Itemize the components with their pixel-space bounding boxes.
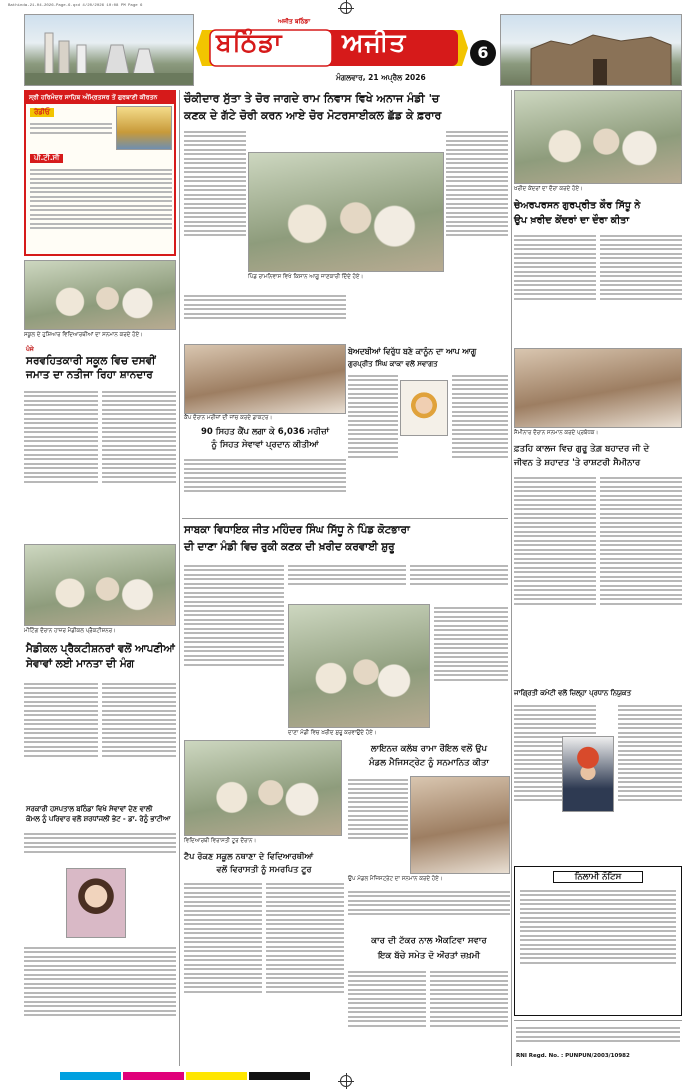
health-camp-photo <box>184 344 346 414</box>
college-headline <box>514 442 684 470</box>
tour-students-photo <box>184 740 342 836</box>
fort-icon <box>501 15 682 86</box>
wheat-text-col4 <box>434 604 508 728</box>
drugs-headline-line1: ਬੇਅਦਬੀਆਂ ਵਿਰੁੱਧ ਬਣੇ ਕਾਨੂੰਨ ਦਾ ਆਪ ਆਗੂ <box>348 347 477 356</box>
colour-swatch <box>186 1072 247 1080</box>
colour-swatch <box>249 1072 310 1080</box>
lead-text-bottom <box>184 292 346 338</box>
school-headline <box>26 354 178 382</box>
masthead-name-part1: ਬਠਿੰਡਾ <box>216 28 283 57</box>
appointee-portrait-photo <box>562 736 614 812</box>
masthead-tagline: ਅਜੀਤ ਬਠਿੰਡਾ <box>278 18 311 25</box>
medical-headline-line2: ਸੇਵਾਵਾਂ ਲਈ ਮਾਨਤਾ ਦੀ ਮੰਗ <box>26 658 135 670</box>
drugs-subhead: ਗੁਰਪ੍ਰੀਤ ਸਿੰਘ ਕਾਕਾ ਵਲੋਂ ਸਵਾਗਤ <box>348 360 438 368</box>
wheat-text-col1 <box>184 562 284 728</box>
wheat-headline-line1: ਸਾਬਕਾ ਵਿਧਾਇਕ ਜੀਤ ਮਹਿੰਦਰ ਸਿੰਘ ਸਿੱਧੂ ਨੇ ਪਿੰਡ ਕੋਟਭਾਰਾ <box>184 524 410 536</box>
colour-swatch <box>123 1072 184 1080</box>
medical-text-col1 <box>24 680 98 800</box>
wheat-photo-caption: ਦਾਣਾ ਮੰਡੀ ਵਿਚ ਖ਼ਰੀਦ ਸ਼ੁਰੂ ਕਰਵਾਉਂਦੇ ਹੋਏ। <box>288 730 377 736</box>
print-strip: Bathinda-21-04-2026-Page-6.qxd 4/20/2026 10:08 PM Page 6 <box>8 4 143 8</box>
imprint-box <box>514 1020 682 1066</box>
obituary-portrait-photo <box>66 868 126 938</box>
tour-headline <box>184 850 344 876</box>
school-headline-line2: ਜਮਾਤ ਦਾ ਨਤੀਜਾ ਰਿਹਾ ਸ਼ਾਨਦਾਰ <box>26 369 153 381</box>
medical-photo-caption: ਮੀਟਿੰਗ ਦੌਰਾਨ ਹਾਜ਼ਰ ਮੈਡੀਕਲ ਪ੍ਰੈਕਟੀਸ਼ਨਰ। <box>24 628 116 634</box>
lead-headline-line2: ਕਣਕ ਦੇ ਗੱਟੇ ਚੋਰੀ ਕਰਨ ਆਏ ਚੋਰ ਮੋਟਰਸਾਈਕਲ ਛੱਡ ਕੇ ਫ਼ਰਾਰ <box>184 109 442 122</box>
drugs-text-col3 <box>452 372 508 512</box>
politician-portrait-photo <box>400 380 448 436</box>
tour-headline-line2: ਵਲੋਂ ਵਿਰਾਸਤੀ ਨੂੰ ਸਮਰਪਿਤ ਟੂਰ <box>216 864 312 874</box>
golden-temple-photo <box>116 106 172 150</box>
lions-headline <box>348 742 510 770</box>
masthead-name-part2: ਅਜੀਤ <box>342 28 407 57</box>
wheat-headline-line2: ਦੀ ਦਾਣਾ ਮੰਡੀ ਵਿਚ ਰੁਕੀ ਕਣਕ ਦੀ ਖ਼ਰੀਦ ਕਰਵਾਈ ਸ਼ੁਰੂ <box>184 541 395 553</box>
page-number-badge: 6 <box>470 40 496 66</box>
school-headline-line1: ਸਰਵਹਿਤਕਾਰੀ ਸਕੂਲ ਵਿਚ ਦਸਵੀਂ <box>26 355 156 367</box>
college-text-col2 <box>600 474 682 684</box>
auction-notice-text <box>515 885 681 1013</box>
obituary-headline-line2: ਕੋਮਲ ਨੂੰ ਪਰਿਵਾਰ ਵਲੋਂ ਸ਼ਰਧਾਂਜਲੀ ਭੇਟ - ਡਾ. ਰੇਨੂੰ ਭਾਟੀਆ <box>26 815 171 823</box>
chairperson-text-col2 <box>600 232 682 344</box>
tour-text-col1 <box>184 880 262 1064</box>
chairperson-photo-caption: ਖ਼ਰੀਦ ਕੇਂਦਰਾਂ ਦਾ ਦੌਰਾ ਕਰਦੇ ਹੋਏ। <box>514 186 583 192</box>
colour-swatch <box>60 1072 121 1080</box>
drugs-text-col1 <box>348 372 398 512</box>
lions-headline-line2: ਮੰਡਲ ਮੈਜਿਸਟ੍ਰੇਟ ਨੂੰ ਸਨਮਾਨਿਤ ਕੀਤਾ <box>369 758 489 768</box>
college-photo-caption: ਸੈਮੀਨਾਰ ਦੌਰਾਨ ਸਨਮਾਨ ਕਰਦੇ ਪ੍ਰਬੰਧਕ। <box>514 430 599 436</box>
tour-photo-caption: ਵਿਦਿਆਰਥੀ ਵਿਰਾਸਤੀ ਟੂਰ ਦੌਰਾਨ। <box>184 838 257 844</box>
chairperson-visit-photo <box>514 90 682 184</box>
camp-headline <box>184 426 346 452</box>
column-rule <box>179 90 180 1066</box>
medical-headline <box>26 642 178 672</box>
school-kicker: ਪੰਜੇ <box>26 346 34 353</box>
auction-notice-title: ਨਿਲਾਮੀ ਨੋਟਿਸ <box>553 871 643 883</box>
colour-registration-bar <box>60 1072 310 1080</box>
accident-text-col2 <box>430 968 508 1064</box>
masthead-dateline: ਮੰਗਲਵਾਰ, 21 ਅਪ੍ਰੈਲ 2026 <box>336 73 426 82</box>
lead-text-col3 <box>446 128 508 298</box>
wheat-headline <box>184 522 510 556</box>
school-text-col1 <box>24 388 98 538</box>
obituary-headline-line1: ਸਰਕਾਰੀ ਹਸਪਤਾਲ ਬਠਿੰਡਾ ਵਿਖੇ ਸੇਵਾਵਾਂ ਦੇਣ ਵਾਲੀ <box>26 805 153 813</box>
school-photo-caption: ਸਕੂਲ ਦੇ ਹੁਸ਼ਿਆਰ ਵਿਦਿਆਰਥੀਆਂ ਦਾ ਸਨਮਾਨ ਕਰਦੇ ਹੋਏ। <box>24 332 143 338</box>
radio-tag: ਰੇਡੀਓ <box>30 108 54 117</box>
lead-headline-line1: ਚੌਕੀਦਾਰ ਸੁੱਤਾ ਤੇ ਚੋਰ ਜਾਗਦੇ ਰਾਮ ਨਿਵਾਸ ਵਿਖੇ ਅਨਾਜ ਮੰਡੀ 'ਚ <box>184 92 440 105</box>
lead-farmers-photo <box>248 152 444 272</box>
tour-text-col2 <box>266 880 344 1064</box>
obituary-text-bottom <box>24 944 176 1064</box>
masthead <box>196 14 468 88</box>
accident-headline-line2: ਇਕ ਬੱਚੇ ਸਮੇਤ ਦੋ ਔਰਤਾਂ ਜ਼ਖ਼ਮੀ <box>378 951 480 961</box>
wheat-text-col2 <box>288 562 406 602</box>
medical-headline-line1: ਮੈਡੀਕਲ ਪ੍ਰੈਕਟੀਸ਼ਨਰਾਂ ਵਲੋਂ ਆਪਣੀਆਂ <box>26 643 175 655</box>
students-group-photo <box>24 260 176 330</box>
imprint-text <box>514 1021 682 1053</box>
lions-text-bottom <box>348 888 510 932</box>
school-text-col2 <box>102 388 176 538</box>
obituary-headline <box>26 804 178 824</box>
ptc-tag: ਪੀ.ਟੀ.ਸੀ <box>30 154 63 163</box>
column-rule <box>511 90 512 1066</box>
chairperson-text-col1 <box>514 232 596 344</box>
lead-text-col1 <box>184 128 246 298</box>
imprint-reg-number: RNI Regd. No. : PUNPUN/2003/10982 <box>516 1053 630 1059</box>
radio-ad-text <box>30 120 112 150</box>
medical-meeting-photo <box>24 544 176 626</box>
accident-text-col1 <box>348 968 426 1064</box>
medical-text-col2 <box>102 680 176 800</box>
camp-text <box>184 456 346 514</box>
camp-headline-line1: 90 ਸਿਹਤ ਕੈਂਪ ਲਗਾ ਕੇ 6,036 ਮਰੀਜ਼ਾਂ <box>200 427 330 437</box>
radio-ad-box <box>24 90 176 256</box>
seminar-photo <box>514 348 682 428</box>
radio-ad-title: ਸ੍ਰੀ ਹਰਿਮੰਦਰ ਸਾਹਿਬ ਅੰਮ੍ਰਿਤਸਰ ਤੋਂ ਗੁਰਬਾਣੀ ਕੀਰਤਨ <box>26 92 174 104</box>
camp-headline-line2: ਨੂੰ ਸਿਹਤ ਸੇਵਾਵਾਂ ਪ੍ਰਦਾਨ ਕੀਤੀਆਂ <box>211 440 319 450</box>
obituary-text-top <box>24 830 176 868</box>
college-headline-line2: ਜੀਵਨ ਤੇ ਸ਼ਹਾਦਤ 'ਤੇ ਰਾਸ਼ਟਰੀ ਸੈਮੀਨਾਰ <box>514 458 641 468</box>
camp-photo-caption: ਕੈਂਪ ਦੌਰਾਨ ਮਰੀਜ਼ਾਂ ਦੀ ਜਾਂਚ ਕਰਦੇ ਡਾਕਟਰ। <box>184 415 273 421</box>
accident-headline-line1: ਕਾਰ ਦੀ ਟੱਕਰ ਨਾਲ ਐਕਟਿਵਾ ਸਵਾਰ <box>371 936 487 946</box>
ptc-ad-text <box>30 166 172 252</box>
lead-photo-caption: ਪਿੰਡ ਰਾਮਨਿਵਾਸ ਵਿਖੇ ਕਿਸਾਨ ਆਗੂ ਜਾਣਕਾਰੀ ਦਿੰਦੇ ਹੋਏ। <box>248 274 364 280</box>
accident-headline <box>348 934 510 964</box>
college-headline-line1: ਫ਼ਤਹਿ ਕਾਲਜ ਵਿਚ ਗੁਰੂ ਤੇਗ਼ ਬਹਾਦਰ ਜੀ ਦੇ <box>514 444 650 454</box>
tour-headline-line1: ਟੈਪ ਰੋਕਣ ਸਕੂਲ ਨਥਾਣਾ ਦੇ ਵਿਦਿਆਰਥੀਆਂ <box>184 851 314 861</box>
lions-headline-line1: ਲਾਇਨਜ਼ ਕਲੱਬ ਰਾਮਾ ਰੌਇਲ ਵਲੋਂ ਉਪ <box>370 744 488 754</box>
chairperson-headline-line1: ਚੇਅਰਪਰਸਨ ਗੁਰਪ੍ਰੀਤ ਕੌਰ ਸਿੱਧੂ ਨੇ <box>514 200 641 211</box>
masthead-left-photo <box>24 14 194 86</box>
registration-mark-icon <box>340 2 352 14</box>
lead-headline <box>184 90 510 124</box>
auction-notice-box <box>514 866 682 1016</box>
section-rule <box>182 518 508 519</box>
lions-photo-caption: ਉਪ ਮੰਡਲ ਮੈਜਿਸਟ੍ਰੇਟ ਦਾ ਸਨਮਾਨ ਕਰਦੇ ਹੋਏ। <box>348 876 443 882</box>
wheat-text-col3 <box>410 562 508 602</box>
lions-text-col1 <box>348 776 408 878</box>
chairperson-headline <box>514 198 684 228</box>
chairperson-headline-line2: ਉਪ ਖ਼ਰੀਦ ਕੇਂਦਰਾਂ ਦਾ ਦੌਰਾ ਕੀਤਾ <box>514 215 630 226</box>
appointment-text-col2 <box>618 702 682 862</box>
drugs-headline <box>348 346 508 370</box>
power-plant-icon <box>25 15 194 86</box>
college-text-col1 <box>514 474 596 684</box>
wheat-market-photo <box>288 604 430 728</box>
registration-mark-icon <box>340 1075 352 1087</box>
appointment-headline: ਜਾਗ੍ਰਿਤੀ ਕਮੇਟੀ ਵਲੋਂ ਜ਼ਿਲ੍ਹਾ ਪ੍ਰਧਾਨ ਨਿਯੁਕਤ <box>514 689 631 697</box>
lions-honour-photo <box>410 776 510 874</box>
masthead-right-photo <box>500 14 682 86</box>
